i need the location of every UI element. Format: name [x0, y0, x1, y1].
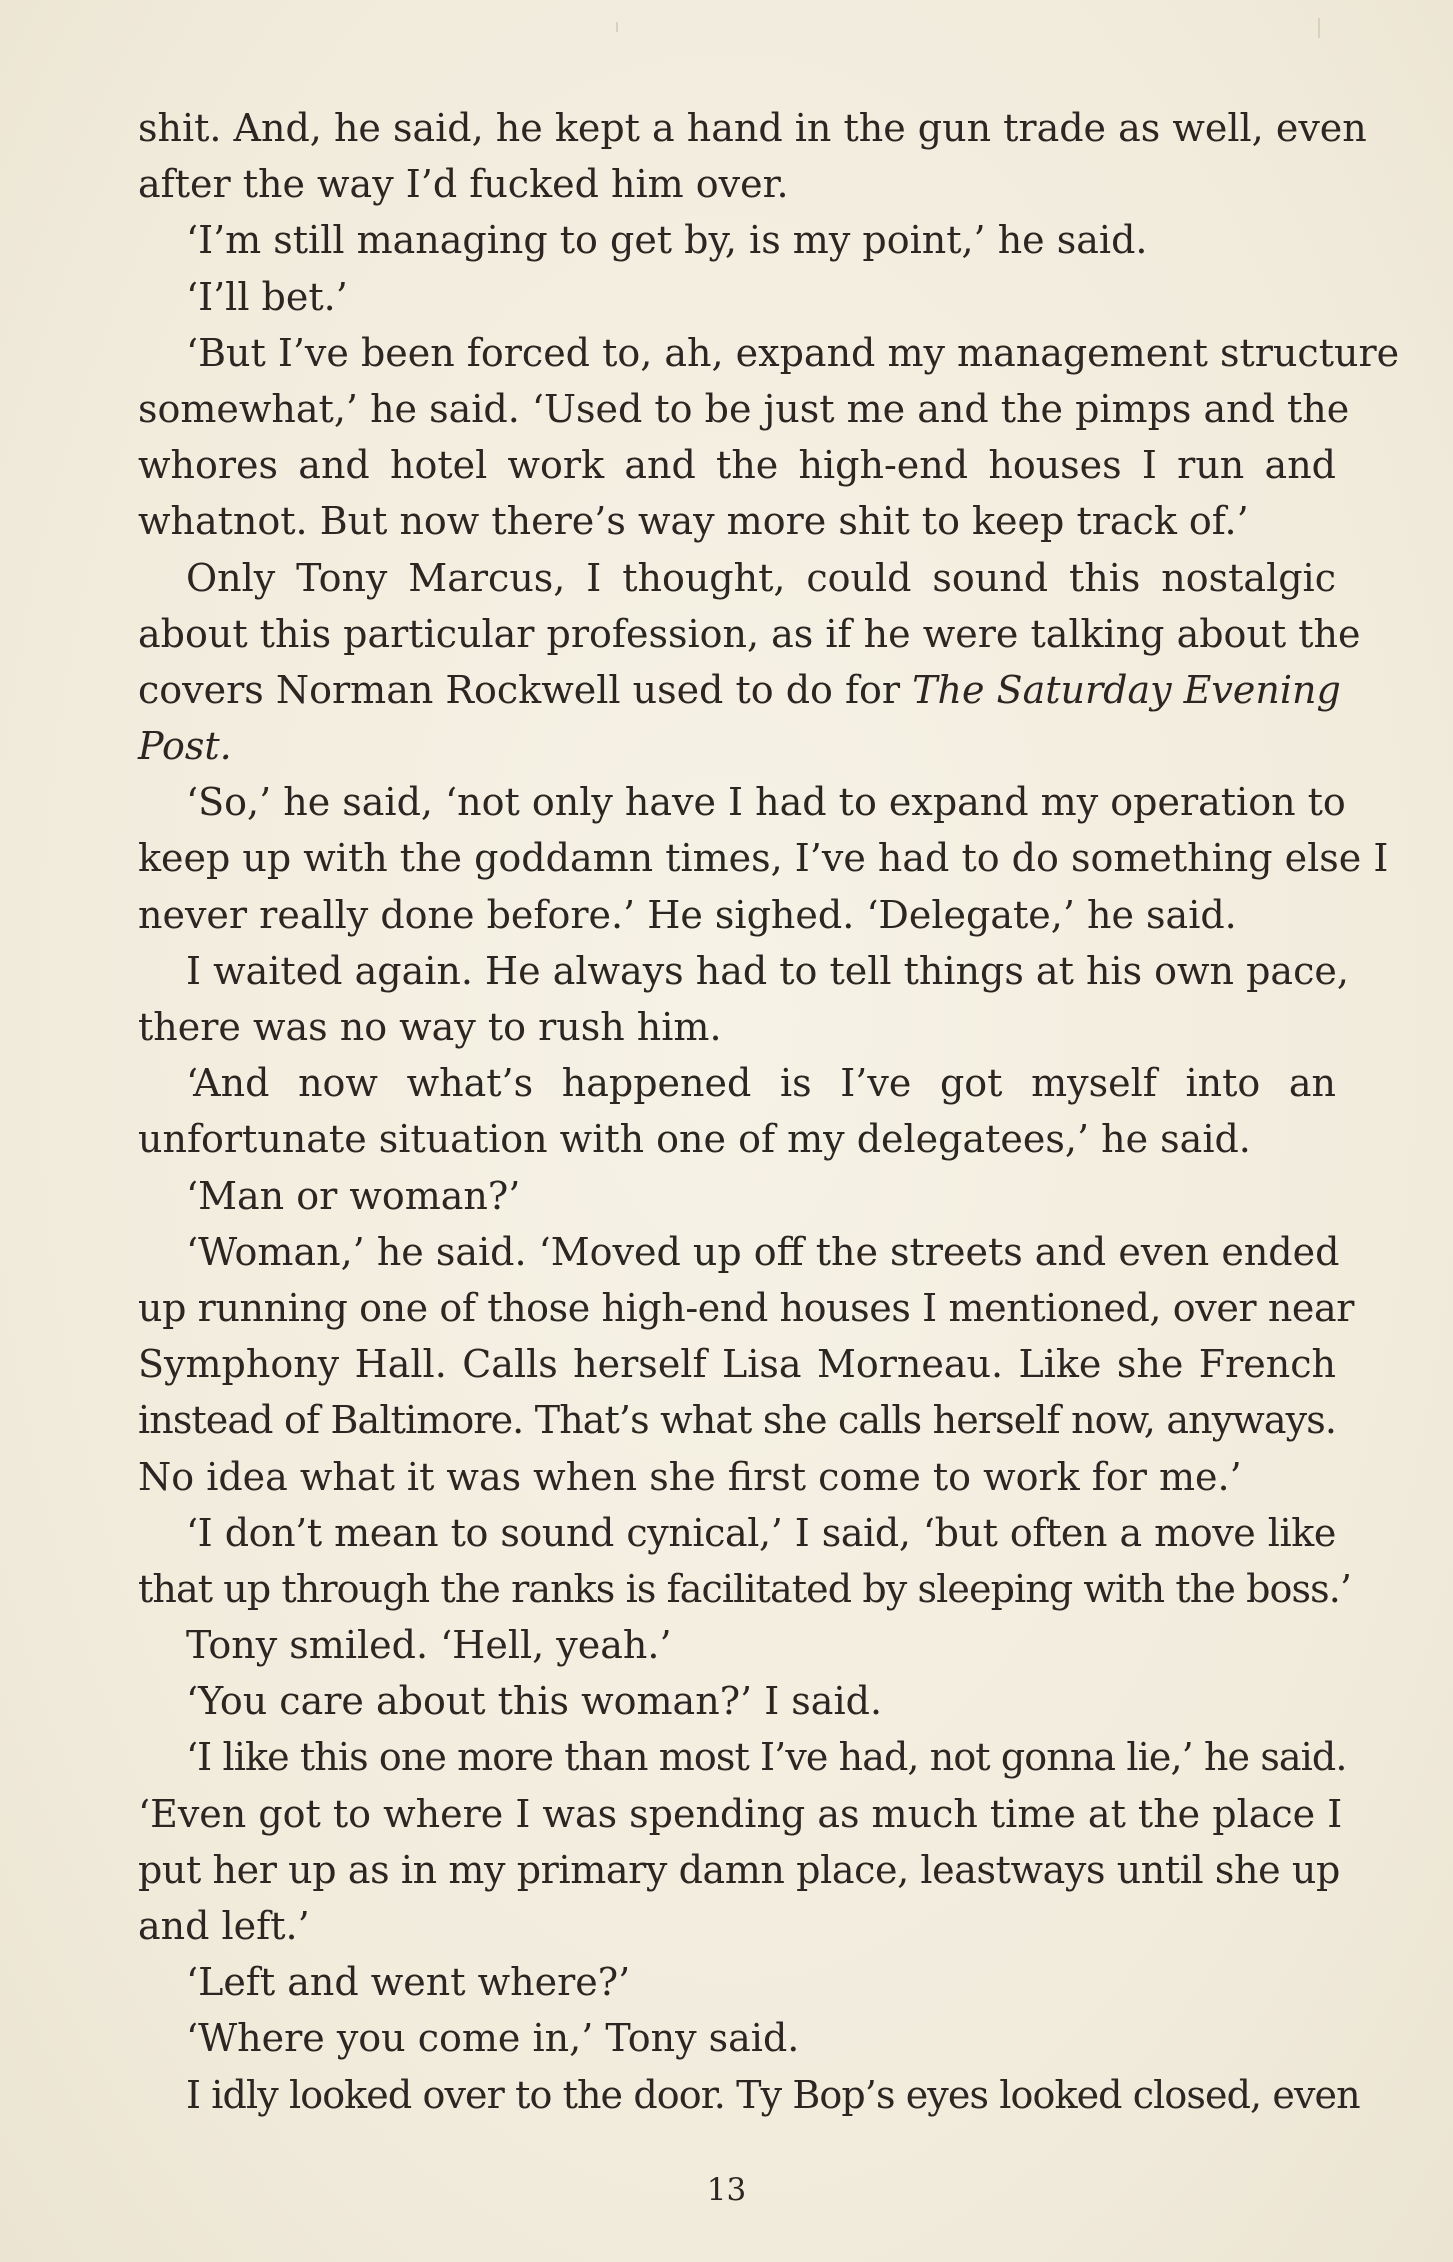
text-line: ‘So,’ he said, ‘not only have I had to expand my operation to: [186, 780, 1346, 825]
text-line: I waited again. He always had to tell things at his own pace,: [186, 948, 1349, 993]
italic-title-end: Post.: [138, 724, 232, 769]
text-line: whores and hotel work and the high-end houses I run and: [138, 443, 1336, 488]
text-line: there was no way to rush him.: [138, 1005, 722, 1049]
text-line: Only Tony Marcus, I thought, could sound this nostalgic: [186, 555, 1336, 600]
page-number: 13: [706, 2172, 747, 2208]
text-line: ‘Left and went where?’: [186, 1960, 631, 2005]
text-line: ‘Where you come in,’ Tony said.: [186, 2016, 800, 2061]
text-line: ‘Even got to where I was spending as much time at the place I: [138, 1791, 1343, 1836]
text-line: put her up as in my primary damn place, leastways until she up: [138, 1847, 1340, 1892]
text-line: ‘Woman,’ he said. ‘Moved up off the streets and even ended: [186, 1229, 1340, 1274]
text-line: and left.’: [138, 1904, 310, 1948]
text-line: up running one of those high-end houses I mentioned, over near: [138, 1285, 1355, 1330]
text-line: ‘But I’ve been forced to, ah, expand my management structure: [186, 330, 1400, 375]
text-line: No idea what it was when she first come to work for me.’: [138, 1454, 1242, 1499]
body-text: [138, 100, 1400, 2123]
text-line: ‘I like this one more than most I’ve had, not gonna lie,’ he said.: [186, 1735, 1347, 1780]
text-line: ‘You care about this woman?’ I said.: [186, 1679, 883, 1724]
text-line: keep up with the goddamn times, I’ve had to do something else I: [138, 836, 1389, 881]
text-line: never really done before.’ He sighed. ‘Delegate,’ he said.: [138, 892, 1237, 937]
page-edge-mark: [1318, 18, 1320, 38]
text-line: Symphony Hall. Calls herself Lisa Morneau. Like she French: [138, 1342, 1336, 1387]
italic-title: The Saturday Evening: [912, 667, 1341, 712]
text-line: somewhat,’ he said. ‘Used to be just me and the pimps and the: [138, 386, 1350, 431]
text-line: [138, 662, 1341, 718]
text-line: Tony smiled. ‘Hell, yeah.’: [186, 1623, 672, 1668]
text-line: unfortunate situation with one of my delegatees,’ he said.: [138, 1117, 1251, 1162]
text-line: I idly looked over to the door. Ty Bop’s eyes looked closed, even: [186, 2072, 1360, 2117]
text-line: shit. And, he said, he kept a hand in the gun trade as well, even: [138, 106, 1367, 150]
text-line: whatnot. But now there’s way more shit to keep track of.’: [138, 499, 1249, 544]
text-line: instead of Baltimore. That’s what she calls herself now, anyways.: [138, 1398, 1336, 1443]
text-line: ‘I don’t mean to sound cynical,’ I said, ‘but often a move like: [186, 1510, 1336, 1555]
text-line: ‘I’m still managing to get by, is my point,’ he said.: [186, 218, 1148, 263]
page-edge-mark: [616, 22, 618, 32]
text-line: ‘And now what’s happened is I’ve got myself into an: [186, 1061, 1336, 1106]
text-line: [138, 718, 1336, 774]
text-line: after the way I’d fucked him over.: [138, 162, 789, 207]
text-line: ‘Man or woman?’: [186, 1173, 521, 1218]
text-line: about this particular profession, as if he were talking about the: [138, 611, 1361, 656]
text-line: ‘I’ll bet.’: [186, 274, 348, 319]
text-line: that up through the ranks is facilitated by sleeping with the boss.’: [138, 1566, 1352, 1611]
text-line-start: covers Norman Rockwell used to do for: [138, 667, 913, 712]
